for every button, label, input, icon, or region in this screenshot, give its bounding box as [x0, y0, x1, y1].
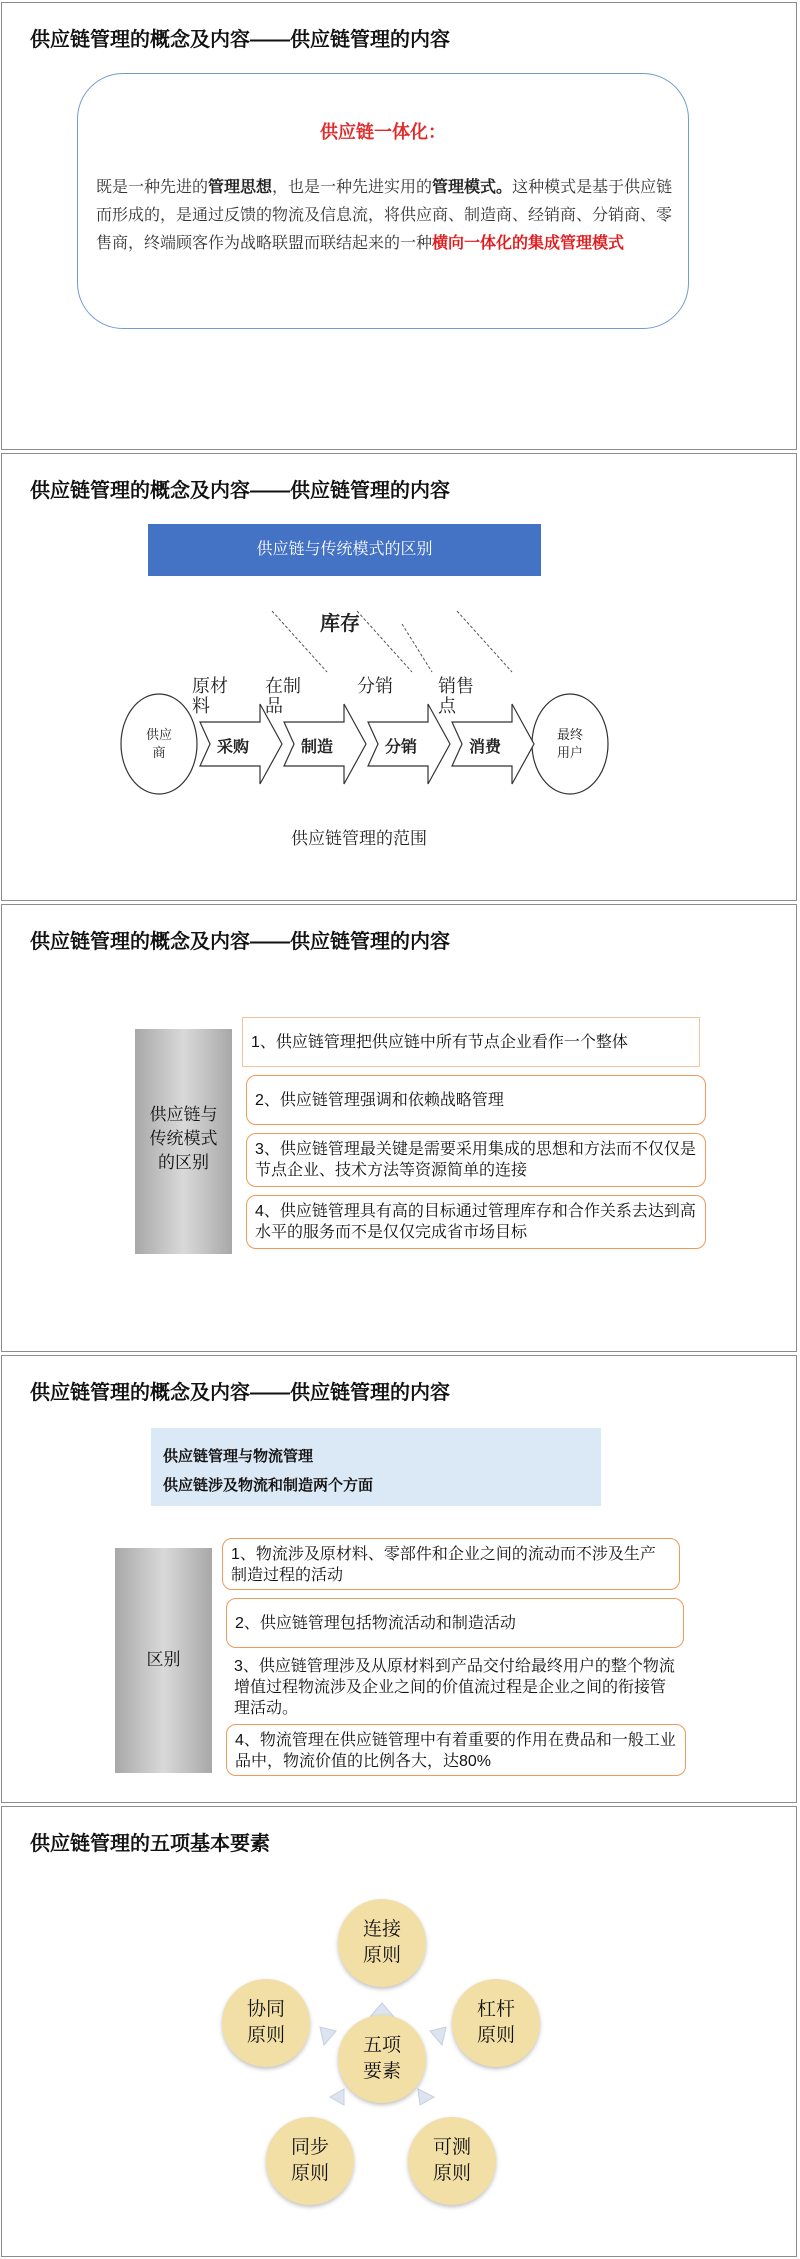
text-run: 这种模式是基于供应链而形成的，是通过反馈的物流及信息流，将供应商、制造商、经销商、分销商、零售商，终端顾客作为战略联盟而联结起来的一种	[96, 179, 673, 252]
slide-5	[1, 1806, 797, 2257]
element-connection	[338, 1899, 426, 1987]
stage-distribution: 分销	[384, 739, 417, 756]
element-synchronization	[266, 2117, 354, 2205]
inventory-pointer-line	[402, 624, 432, 672]
element-label: 协同原则	[246, 1999, 285, 2046]
element-leverage	[452, 1979, 540, 2067]
flow-label-raw-material: 原材料	[192, 676, 228, 716]
definition-box	[77, 73, 689, 329]
inventory-pointer-line	[357, 611, 412, 672]
diagram-caption: 供应链管理的范围	[291, 829, 427, 848]
connector-arrow	[320, 2027, 336, 2045]
supplier-label: 供应商	[145, 727, 172, 760]
inventory-pointer-line	[457, 611, 512, 672]
element-label: 连接原则	[362, 1919, 401, 1966]
end-user-label: 最终用户	[556, 727, 583, 760]
connector-arrow	[430, 2027, 446, 2045]
difference-item: 4、供应链管理具有高的目标通过管理库存和合作关系去达到高水平的服务而不是仅仅完成省市场目标	[246, 1195, 706, 1249]
stage-procurement: 采购	[216, 739, 249, 756]
difference-item: 1、供应链管理把供应链中所有节点企业看作一个整体	[242, 1017, 700, 1067]
slide-title: 供应链管理的概念及内容——供应链管理的内容	[30, 29, 450, 51]
flow-label-distribution: 分销	[357, 676, 393, 696]
slide-title: 供应链管理的概念及内容——供应链管理的内容	[30, 480, 450, 502]
highlight-run: 横向一体化的集成管理模式	[432, 235, 625, 252]
slide-title: 供应链管理的概念及内容——供应链管理的内容	[30, 931, 450, 953]
text-run: 既是一种先进的	[96, 179, 209, 196]
bold-run: 管理思想	[208, 179, 273, 196]
slide-1	[1, 2, 797, 450]
element-measurable	[408, 2117, 496, 2205]
difference-item: 1、物流涉及原材料、零部件和企业之间的流动而不涉及生产制造过程的活动	[222, 1538, 680, 1590]
difference-item: 4、物流管理在供应链管理中有着重要的作用在费品和一般工业品中，物流价值的比例各大，达80%	[226, 1724, 686, 1776]
stage-manufacturing: 制造	[300, 739, 333, 756]
difference-item: 2、供应链管理强调和依赖战略管理	[246, 1075, 706, 1125]
center-element	[338, 2015, 426, 2103]
element-label: 杠杆原则	[476, 1999, 515, 2046]
inventory-pointer-line	[272, 611, 327, 672]
flow-label-point-of-sale: 销售点	[438, 676, 474, 716]
slide-title: 供应链管理的五项基本要素	[30, 1833, 270, 1855]
difference-item: 2、供应链管理包括物流活动和制造活动	[226, 1598, 684, 1648]
center-label: 五项要素	[362, 2035, 401, 2082]
panel-line: 供应链涉及物流和制造两个方面	[163, 1477, 374, 1494]
bold-run: 管理模式。	[432, 179, 513, 196]
slide-4	[1, 1355, 797, 1803]
slide-2	[1, 453, 797, 901]
element-collaboration	[222, 1979, 310, 2067]
element-label: 同步原则	[290, 2137, 329, 2184]
connector-arrow	[418, 2089, 434, 2105]
definition-heading: 供应链一体化：	[320, 122, 446, 142]
connector-arrow	[330, 2089, 344, 2105]
flow-label-wip: 在制品	[265, 676, 301, 716]
side-label: 供应链与传统模式的区别	[149, 1105, 218, 1172]
slide-title: 供应链管理的概念及内容——供应链管理的内容	[30, 1382, 450, 1404]
element-label: 可测原则	[432, 2137, 471, 2184]
comparison-banner: 供应链与传统模式的区别	[148, 524, 541, 576]
difference-item: 3、供应链管理最关键是需要采用集成的思想和方法而不仅仅是节点企业、技术方法等资源简单的连接	[246, 1133, 706, 1187]
text-run: ，也是一种先进实用的	[272, 179, 433, 196]
side-label: 区别	[146, 1650, 181, 1669]
inventory-label: 库存	[320, 613, 360, 635]
panel-line: 供应链管理与物流管理	[163, 1448, 314, 1465]
slide-3	[1, 904, 797, 1352]
stage-consumption: 消费	[468, 739, 501, 756]
difference-item: 3、供应链管理涉及从原材料到产品交付给最终用户的整个物流增值过程物流涉及企业之间的价值流过程是企业之间的衔接管理活动。	[226, 1650, 684, 1720]
definition-text	[96, 174, 674, 258]
topic-panel	[151, 1428, 601, 1506]
